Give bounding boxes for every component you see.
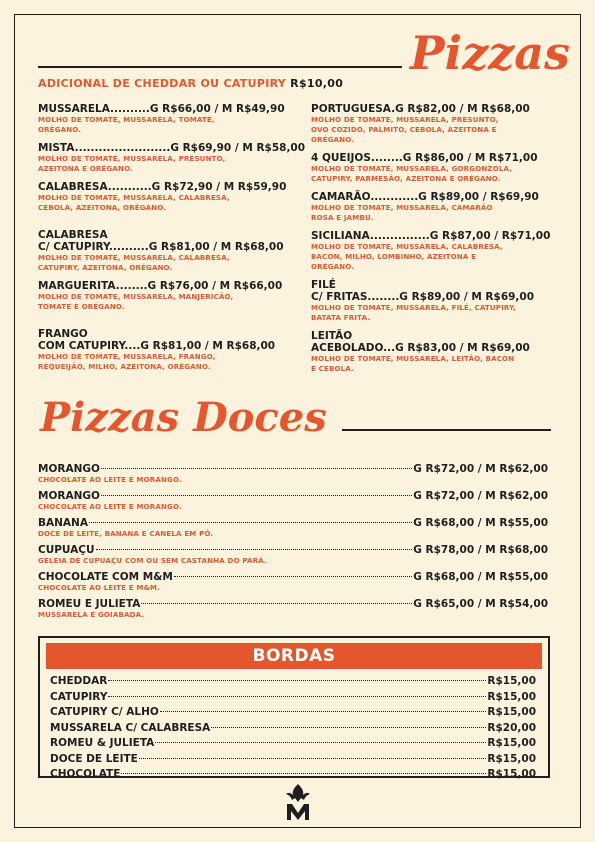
adicional-price: R$10,00 xyxy=(290,77,344,90)
doce-price: G R$68,00 / M R$55,00 xyxy=(413,571,548,583)
dot-leader xyxy=(101,468,412,469)
adicional-label: ADICIONAL DE CHEDDAR OU CATUPIRY xyxy=(38,77,287,90)
doces-rule xyxy=(342,429,551,431)
borda-price: R$20,00 xyxy=(487,721,536,734)
doce-name: ROMEU E JULIETA xyxy=(38,598,141,610)
menu-item xyxy=(311,279,561,323)
doce-name: BANANA xyxy=(38,517,88,529)
menu-item xyxy=(311,103,561,145)
item-desc: ORÉGANO. xyxy=(38,126,82,134)
item-desc: ORÉGANO. xyxy=(311,263,355,271)
item-desc: ROSA E JAMBU. xyxy=(311,214,374,222)
doce-item xyxy=(38,598,548,620)
item-line: MARGUERITA........G R$76,00 / M R$66,00 xyxy=(38,280,283,292)
item-desc: E CEBOLA. xyxy=(311,365,354,373)
dot-leader xyxy=(89,522,412,523)
borda-price: R$15,00 xyxy=(487,690,536,703)
item-desc: MOLHO DE TOMATE, MUSSARELA, MANJERICÃO, xyxy=(38,293,234,301)
doce-name: CHOCOLATE COM M&M xyxy=(38,571,173,583)
borda-name: CHOCOLATE xyxy=(50,768,121,780)
borda-price: R$15,00 xyxy=(487,706,536,718)
item-desc: MOLHO DE TOMATE, MUSSARELA, CALABRESA, xyxy=(38,254,230,262)
item-desc: CATUPIRY, PARMESÃO, AZEITONA E ORÉGANO. xyxy=(311,175,501,183)
bordas-box xyxy=(38,636,550,778)
menu-item xyxy=(38,181,298,213)
item-line-2: C/ FRITAS........G R$89,00 / M R$69,00 xyxy=(311,291,535,303)
dot-leader xyxy=(155,742,486,743)
doce-price: G R$72,00 / M R$62,00 xyxy=(413,463,548,475)
menu-item xyxy=(38,280,298,312)
doce-desc: CHOCOLATE AO LEITE E MORANGO. xyxy=(38,503,182,511)
item-desc: AZEITONA E ORÉGANO. xyxy=(38,165,133,173)
doce-desc: GELEIA DE CUPUAÇU COM OU SEM CASTANHA DO PARÁ. xyxy=(38,557,267,565)
dot-leader xyxy=(160,711,487,712)
borda-item xyxy=(50,736,536,752)
item-desc: BACON, MILHO, LOMBINHO, AZEITONA E xyxy=(311,253,477,261)
item-line: 4 QUEIJOS........G R$86,00 / M R$71,00 xyxy=(311,152,538,164)
borda-price: R$15,00 xyxy=(487,752,536,765)
doces-title: Pizzas Doces xyxy=(40,394,327,441)
doce-name: MORANGO xyxy=(38,463,100,475)
item-desc: MOLHO DE TOMATE, MUSSARELA, CALABRESA, xyxy=(311,243,503,251)
item-desc: CEBOLA, AZEITONA, ORÉGANO. xyxy=(38,204,167,212)
menu-item xyxy=(311,230,561,272)
doce-price: G R$65,00 / M R$54,00 xyxy=(413,598,548,610)
item-desc: MOLHO DE TOMATE, MUSSARELA, CALABRESA, xyxy=(38,194,230,202)
item-line: PORTUGUESA.G R$82,00 / M R$68,00 xyxy=(311,103,530,115)
dot-leader xyxy=(139,758,487,759)
pizzas-right-column xyxy=(311,103,561,381)
borda-name: ROMEU & JULIETA xyxy=(50,737,155,749)
menu-item xyxy=(38,103,298,135)
item-desc: TOMATE E ORÉGANO. xyxy=(38,303,125,311)
item-desc: ORÉGANO. xyxy=(311,136,355,144)
item-desc: MOLHO DE TOMATE, MUSSARELA, FRANGO, xyxy=(38,353,216,361)
doce-item xyxy=(38,544,548,566)
borda-item xyxy=(50,705,536,721)
menu-title: Pizzas xyxy=(410,26,571,80)
item-line: SICILIANA...............G R$87,00 / R$71,00 xyxy=(311,230,551,242)
menu-item xyxy=(38,328,298,372)
item-desc: MOLHO DE TOMATE, MUSSARELA, CAMARÃO xyxy=(311,204,493,212)
borda-item xyxy=(50,690,536,706)
borda-name: DOCE DE LEITE xyxy=(50,752,138,765)
borda-name: CATUPIRY xyxy=(50,690,108,703)
doce-price: G R$78,00 / M R$68,00 xyxy=(413,544,548,556)
borda-name: CATUPIRY C/ ALHO xyxy=(50,706,159,718)
item-desc: CATUPIRY, AZEITONA, ORÉGANO. xyxy=(38,264,173,272)
borda-name: MUSSARELA C/ CALABRESA xyxy=(50,721,211,734)
item-desc: OVO COZIDO, PALMITO, CEBOLA, AZEITONA E xyxy=(311,126,497,134)
item-line: CAMARÃO............G R$89,00 / R$69,90 xyxy=(311,191,539,203)
item-desc: BATATA FRITA. xyxy=(311,314,371,322)
doce-desc: CHOCOLATE AO LEITE E MORANGO. xyxy=(38,476,182,484)
item-line: CALABRESA xyxy=(38,229,108,241)
doce-item xyxy=(38,571,548,593)
menu-item xyxy=(311,152,561,184)
adicional-note xyxy=(38,77,343,90)
item-line-2: C/ CATUPIRY..........G R$81,00 / M R$68,00 xyxy=(38,241,284,253)
borda-item xyxy=(50,767,536,783)
doce-item xyxy=(38,463,548,485)
dot-leader xyxy=(141,603,412,604)
item-desc: MOLHO DE TOMATE, MUSSARELA, TOMATE, xyxy=(38,116,215,124)
dot-leader xyxy=(101,495,412,496)
borda-item xyxy=(50,674,536,690)
borda-item xyxy=(50,752,536,768)
item-line: CALABRESA...........G R$72,90 / M R$59,90 xyxy=(38,181,287,193)
dot-leader xyxy=(108,696,486,697)
item-line: LEITÃO xyxy=(311,330,353,342)
menu-item xyxy=(311,191,561,223)
item-line-2: ACEBOLADO...G R$83,00 / M R$69,00 xyxy=(311,342,530,354)
item-line: FRANGO xyxy=(38,328,88,340)
item-line-2: COM CATUPIRY....G R$81,00 / M R$68,00 xyxy=(38,340,276,352)
bordas-title: BORDAS xyxy=(46,643,542,669)
doce-price: G R$68,00 / M R$55,00 xyxy=(413,517,548,529)
item-line: FILÉ xyxy=(311,279,336,291)
dot-leader xyxy=(121,773,486,774)
bordas-list xyxy=(50,674,536,783)
doce-name: MORANGO xyxy=(38,490,100,502)
dot-leader xyxy=(108,680,486,681)
doce-name: CUPUAÇU xyxy=(38,544,95,556)
menu-item xyxy=(38,142,306,174)
borda-price: R$15,00 xyxy=(487,737,536,749)
item-desc: REQUEIJÃO, MILHO, AZEITONA, ORÉGANO. xyxy=(38,363,211,371)
dot-leader xyxy=(174,576,412,577)
pizzas-left-column xyxy=(38,103,306,379)
borda-name: CHEDDAR xyxy=(50,675,108,687)
doce-desc: CHOCOLATE AO LEITE E M&M. xyxy=(38,584,160,592)
borda-item xyxy=(50,721,536,737)
restaurant-logo-icon xyxy=(283,782,313,822)
item-desc: MOLHO DE TOMATE, MUSSARELA, PRESUNTO, xyxy=(38,155,226,163)
doce-desc: DOCE DE LEITE, BANANA E CANELA EM PÓ. xyxy=(38,530,214,538)
item-desc: MOLHO DE TOMATE, MUSSARELA, PRESUNTO, xyxy=(311,116,499,124)
doce-desc: MUSSARELA E GOIABADA. xyxy=(38,611,145,619)
doce-item xyxy=(38,490,548,512)
menu-item xyxy=(311,330,561,374)
menu-item xyxy=(38,229,298,273)
item-line: MUSSARELA..........G R$66,00 / M R$49,90 xyxy=(38,103,285,115)
dot-leader xyxy=(96,549,413,550)
item-desc: MOLHO DE TOMATE, MUSSARELA, LEITÃO, BACON xyxy=(311,355,515,363)
doce-price: G R$72,00 / M R$62,00 xyxy=(413,490,548,502)
item-desc: MOLHO DE TOMATE, MUSSARELA, FILÉ, CATUPIRY, xyxy=(311,304,517,312)
doces-list xyxy=(38,463,548,625)
borda-price: R$15,00 xyxy=(487,768,536,780)
header-rule xyxy=(38,66,402,68)
item-desc: MOLHO DE TOMATE, MUSSARELA, GORGONZOLA, xyxy=(311,165,513,173)
item-line: MISTA........................G R$69,90 / M R$58,00 xyxy=(38,142,306,154)
borda-price: R$15,00 xyxy=(487,675,536,687)
dot-leader xyxy=(211,727,486,728)
doce-item xyxy=(38,517,548,539)
